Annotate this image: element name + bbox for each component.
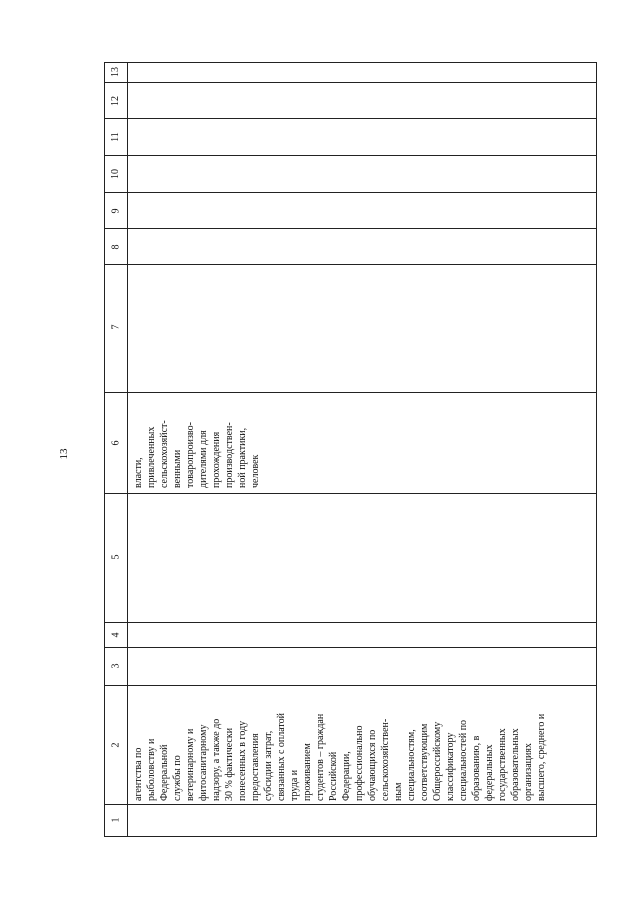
column-divider bbox=[104, 228, 597, 229]
column-divider bbox=[104, 493, 597, 494]
column-header-12: 12 bbox=[110, 96, 121, 106]
cell-text-line: венными bbox=[172, 449, 183, 488]
cell-text-line: профессионально bbox=[354, 725, 365, 801]
cell-text-line: Федерации, bbox=[341, 751, 352, 801]
cell-text-line: специальностей по bbox=[458, 719, 469, 801]
cell-text-line: Российской bbox=[328, 751, 339, 801]
cell-text-line: производствен- bbox=[224, 422, 235, 488]
cell-text-line: организациях bbox=[523, 743, 534, 801]
cell-text-line: труда и bbox=[289, 769, 300, 801]
column-header-13: 13 bbox=[110, 67, 121, 77]
column-divider bbox=[104, 155, 597, 156]
cell-text-line: студентов – граждан bbox=[315, 713, 326, 801]
table-border-bottom bbox=[104, 836, 597, 837]
cell-col-2 bbox=[132, 713, 548, 801]
cell-text-line: надзору, а также до bbox=[211, 718, 222, 801]
cell-text-line: товаропроизво- bbox=[185, 422, 196, 488]
cell-col-6 bbox=[132, 420, 262, 488]
cell-text-line: образованию, в bbox=[471, 735, 482, 801]
cell-text-line: рыболовству и bbox=[146, 738, 157, 801]
column-divider bbox=[104, 192, 597, 193]
cell-text-line: привлеченных bbox=[146, 426, 157, 488]
column-divider bbox=[104, 622, 597, 623]
cell-text-line: человек bbox=[250, 454, 261, 488]
cell-text-line: агентства по bbox=[133, 747, 144, 801]
cell-text-line: проживанием bbox=[302, 743, 313, 801]
cell-text-line: сельскохозяйствен- bbox=[380, 718, 391, 801]
cell-text-line: власти, bbox=[133, 457, 144, 488]
column-header-11: 11 bbox=[109, 132, 121, 142]
column-divider bbox=[104, 264, 597, 265]
cell-text-line: связанных с оплатой bbox=[276, 713, 287, 801]
cell-text-line: прохождения bbox=[211, 431, 222, 488]
cell-text-line: высшего, среднего и bbox=[536, 713, 547, 801]
column-divider bbox=[104, 118, 597, 119]
cell-text-line: Общероссийскому bbox=[432, 721, 443, 801]
table-border-top bbox=[104, 62, 597, 63]
column-header-10: 10 bbox=[110, 169, 121, 179]
cell-text-line: ным bbox=[393, 782, 404, 801]
column-divider bbox=[104, 685, 597, 686]
column-header-4: 4 bbox=[110, 632, 121, 638]
cell-text-line: специальностям, bbox=[406, 729, 417, 801]
cell-text-line: службы по bbox=[172, 755, 183, 801]
cell-text-line: соответствующим bbox=[419, 723, 430, 801]
page-number: 13 bbox=[58, 448, 70, 460]
cell-text-line: понесенных в году bbox=[237, 720, 248, 801]
column-divider bbox=[104, 647, 597, 648]
header-separator bbox=[127, 62, 128, 837]
cell-text-line: предоставления bbox=[250, 733, 261, 801]
column-divider bbox=[104, 804, 597, 805]
column-header-3: 3 bbox=[110, 663, 121, 669]
column-header-6: 6 bbox=[110, 440, 121, 446]
table-border-right bbox=[596, 62, 597, 837]
cell-text-line: ной практики, bbox=[237, 427, 248, 488]
cell-text-line: фитосанитарному bbox=[198, 724, 209, 801]
cell-text-line: дителями для bbox=[198, 430, 209, 488]
cell-text-line: образовательных bbox=[510, 728, 521, 801]
column-divider bbox=[104, 392, 597, 393]
cell-text-line: классификатору bbox=[445, 732, 456, 801]
column-divider bbox=[104, 82, 597, 83]
column-header-1: 1 bbox=[110, 817, 121, 823]
cell-text-line: ветеринарному и bbox=[185, 728, 196, 801]
column-header-9: 9 bbox=[110, 208, 121, 214]
cell-text-line: 30 % фактически bbox=[224, 727, 235, 801]
cell-text-line: Федеральной bbox=[159, 744, 170, 801]
column-header-5: 5 bbox=[110, 554, 121, 560]
cell-text-line: государственных bbox=[497, 728, 508, 801]
column-header-7: 7 bbox=[110, 324, 121, 330]
column-header-2: 2 bbox=[110, 742, 121, 748]
column-header-8: 8 bbox=[110, 244, 121, 250]
cell-text-line: сельскохозяйст- bbox=[159, 420, 170, 488]
table-border-left bbox=[104, 62, 105, 837]
cell-text-line: федеральных bbox=[484, 744, 495, 801]
cell-text-line: обучающихся по bbox=[367, 729, 378, 801]
cell-text-line: субсидии затрат, bbox=[263, 730, 274, 801]
